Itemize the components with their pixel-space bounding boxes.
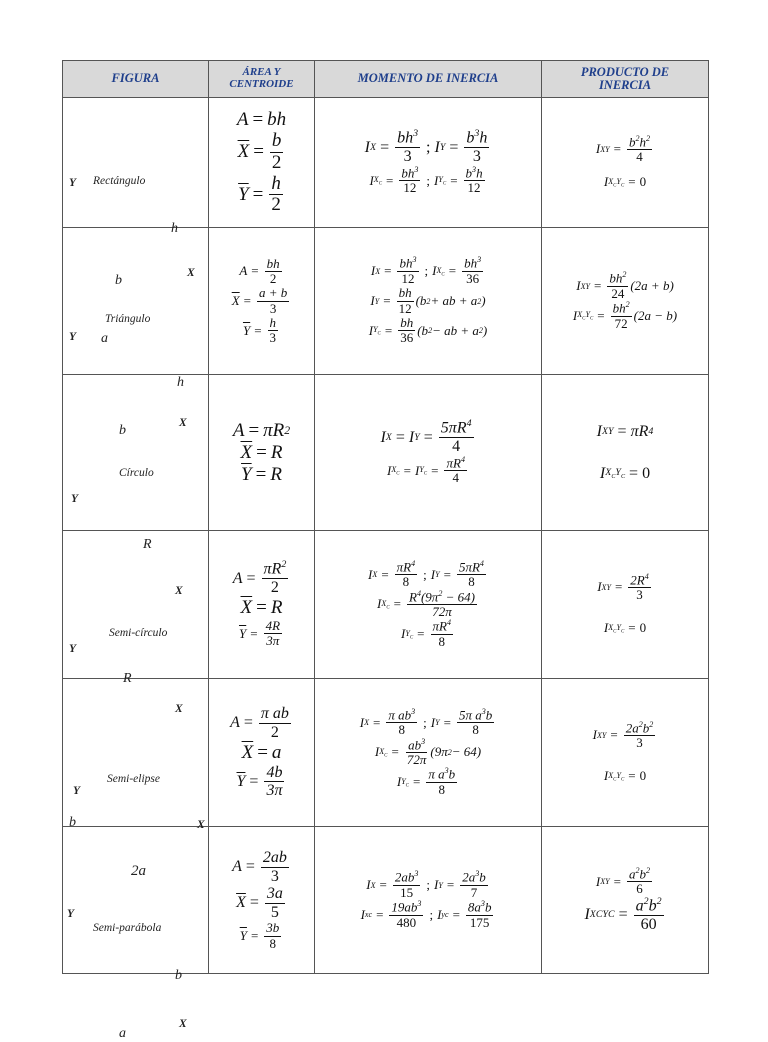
inertia-table — [62, 60, 709, 1041]
ix-iy-formula: I X = $\frac{bh^3}{3}$ ; I Y = $\frac{b^3h}{3}$ — [364, 128, 488, 166]
ixcyc-formula: I $X_CY_C$ = $\frac{bh^2}{72}$ (2a − b) — [572, 300, 678, 331]
dim-b-label: b — [115, 272, 122, 288]
figure-label: Semi-círculo — [109, 626, 168, 639]
figure-cell-circulo — [63, 375, 209, 597]
xbar-formula: $\overline{X}$ = $\frac{3a}{5}$ — [236, 885, 283, 921]
row-triangulo — [63, 228, 709, 375]
dim-b-label: b — [119, 423, 126, 438]
dim-h-label: h — [177, 375, 184, 390]
ixy-formula: I XY = $\frac{2R^4}{3}$ — [597, 571, 649, 603]
axis-y-label: Y — [67, 908, 75, 920]
ybar-formula: $\overline{Y}$ = $\frac{h}{2}$ — [238, 172, 281, 216]
xbar-formula: $\overline{X}$ = a — [241, 741, 282, 763]
figure-cell-semicirculo — [63, 531, 209, 715]
figure-label: Semi-parábola — [93, 922, 162, 934]
producto-cell-semicirculo — [542, 531, 709, 679]
ixy-formula: I XY = $\frac{2a^2b^2}{3}$ — [592, 719, 654, 751]
row-circulo — [63, 375, 709, 531]
header-row — [63, 61, 709, 98]
momento-cell-semiparabola — [315, 827, 542, 974]
header-producto-line2: INERCIA — [598, 78, 652, 92]
ix-iy-formula: I X = $\frac{\pi R^4}{8}$ ; I Y = $\frac{5\pi R^4}{8}$ — [368, 558, 484, 590]
ixc-formula: I $X_C$ = $\frac{ab^3}{72\pi}$ (9π 2 − 64) — [374, 736, 482, 768]
ix-iy-formula: I X = $\frac{2ab^3}{15}$ ; I Y = $\frac{2a^3b}{7}$ — [366, 869, 486, 900]
producto-cell-semiparabola — [542, 827, 709, 974]
ixcyc-formula: I $X_CY_C$ = 0 — [603, 620, 647, 636]
axis-x-label: X — [187, 266, 195, 279]
ixy-formula: I XY = $\frac{bh^2}{24}$ (2a + b) — [576, 270, 674, 301]
area-cell-semicirculo — [209, 531, 315, 679]
figure-label: Semi-elipse — [107, 772, 161, 785]
area-formula: A = πR 2 — [232, 419, 291, 441]
momento-cell-circulo — [315, 375, 542, 531]
row-semielipse — [63, 679, 709, 827]
radius-label: R — [143, 536, 152, 552]
area-cell-triangulo — [209, 228, 315, 375]
ybar-formula: $\overline{Y}$ = $\frac{3b}{8}$ — [239, 920, 280, 951]
figure-cell-semielipse — [63, 679, 209, 879]
ixc-formula: I $X_C$ = $\frac{R^4(9\pi^2 - 64)}{72\pi}$ — [377, 588, 475, 620]
figure-label: Rectángulo — [93, 174, 146, 187]
momento-cell-triangulo — [315, 228, 542, 375]
producto-cell-circulo — [542, 375, 709, 531]
dim-b-label: b — [69, 814, 76, 830]
axis-x-label: X — [175, 584, 183, 597]
axis-x-label: X — [175, 702, 183, 715]
area-formula: A = $\frac{\pi R^2}{2}$ — [232, 559, 287, 597]
momento-cell-semicirculo — [315, 531, 542, 679]
figure-cell-triangulo — [63, 228, 209, 438]
ixc-iyc-formula: I xc = $\frac{19ab^3}{480}$ ; I yc = $\frac{8a^3b}{175}$ — [360, 899, 492, 930]
header-area-line2: CENTROIDE — [229, 78, 294, 90]
ixc-iyc-formula: I $X_C$ = $\frac{bh^3}{12}$ ; I $Y_C$ = $\frac{b^3h}{12}$ — [369, 164, 483, 196]
ybar-formula: $\overline{Y}$ = R — [241, 463, 282, 485]
ixcyc-formula: I $X_CY_C$ = 0 — [599, 464, 651, 482]
area-cell-semielipse — [209, 679, 315, 827]
header-producto — [542, 61, 709, 98]
area-cell-semiparabola — [209, 827, 315, 974]
iyc-formula: I $Y_C$ = $\frac{bh}{36}$ (b 2 − ab + a 2 ) — [368, 314, 488, 346]
axis-y-label: Y — [69, 331, 77, 343]
axis-x-label: X — [197, 818, 205, 831]
radius-label: R — [123, 670, 132, 686]
ixy-formula: I XY = $\frac{a^2b^2}{6}$ — [595, 865, 651, 897]
iy-formula: I Y = $\frac{bh}{12}$ (b 2 + ab + a 2 ) — [370, 285, 486, 316]
ixcyc-formula: I XCYC = $\frac{a^2b^2}{60}$ — [584, 895, 662, 933]
dim-b-label: b — [175, 968, 182, 983]
momento-cell-rectangulo — [315, 98, 542, 228]
row-rectangulo — [63, 98, 709, 228]
figure-cell-rectangulo — [63, 98, 209, 288]
row-semicirculo — [63, 531, 709, 679]
axis-y-label: Y — [73, 784, 81, 797]
ix-iy-formula: I X = I Y = $\frac{5\pi R^4}{4}$ — [380, 418, 472, 456]
area-formula: A = $\frac{\text{π ab}}{2}$ — [230, 705, 289, 741]
header-figura: FIGURA — [63, 61, 209, 98]
axis-y-label: Y — [69, 176, 77, 189]
producto-cell-rectangulo — [542, 98, 709, 228]
header-area-line1: ÁREA Y — [242, 66, 281, 79]
momento-cell-semielipse — [315, 679, 542, 827]
dim-h-label: h — [171, 220, 178, 236]
dim-a-label: a — [119, 1026, 126, 1041]
xbar-formula: $\overline{X}$ = R — [240, 441, 283, 463]
area-formula: A = $\frac{2ab}{3}$ — [232, 849, 287, 885]
xbar-formula: $\overline{X}$ = $\frac{b}{2}$ — [237, 129, 282, 173]
area-formula: A = bh — [236, 108, 287, 130]
ixcyc-formula: I $X_CY_C$ = 0 — [603, 174, 647, 190]
figure-label: Triángulo — [105, 313, 151, 325]
header-producto-line1: PRODUCTO DE — [580, 64, 670, 79]
iyc-formula: I $Y_C$ = $\frac{\pi a^3b}{8}$ — [396, 766, 456, 798]
row-semiparabola — [63, 827, 709, 974]
axis-x-label: X — [179, 417, 187, 429]
xbar-formula: $\overline{X}$ = R — [240, 596, 283, 618]
area-formula: A = $\frac{bh}{2}$ — [239, 255, 280, 286]
axis-y-label: Y — [69, 642, 77, 655]
axis-y-label: Y — [71, 492, 79, 505]
producto-cell-semielipse — [542, 679, 709, 827]
xbar-formula: $\overline{X}$ = $\frac{a + b}{3}$ — [231, 285, 288, 316]
area-cell-circulo — [209, 375, 315, 531]
ix-ixc-formula: I X = $\frac{bh^3}{12}$ ; I $X_C$ = $\frac{bh^3}{36}$ — [370, 255, 482, 287]
ix-iy-formula: I X = $\frac{\pi ab^3}{8}$ ; I Y = $\frac{5\pi a^3b}{8}$ — [359, 706, 493, 738]
ybar-formula: $\overline{Y}$ = $\frac{h}{3}$ — [242, 314, 277, 346]
dim-2a-label: 2a — [131, 862, 146, 879]
producto-cell-triangulo — [542, 228, 709, 375]
header-momento: MOMENTO DE INERCIA — [315, 61, 542, 98]
header-area — [209, 61, 315, 98]
ybar-formula: $\overline{Y}$ = $\frac{4b}{3\pi}$ — [236, 763, 283, 800]
ixcyc-formula: I $X_CY_C$ = 0 — [603, 768, 647, 784]
ixc-iyc-formula: I $X_C$ = I $Y_C$ = $\frac{\pi R^4}{4}$ — [387, 454, 465, 486]
ybar-formula: $\overline{Y}$ = $\frac{4R}{3\pi}$ — [238, 617, 281, 649]
iyc-formula: I $Y_C$ = $\frac{\pi R^4}{8}$ — [401, 618, 451, 650]
figure-cell-semiparabola — [63, 827, 209, 1041]
axis-x-label: X — [179, 1018, 187, 1030]
ixy-formula: I XY = $\frac{b^2h^2}{4}$ — [595, 133, 651, 165]
area-cell-rectangulo — [209, 98, 315, 228]
dim-a-label: a — [101, 331, 108, 346]
figure-label: Círculo — [119, 466, 154, 479]
ixy-formula: I XY = πR 4 — [596, 422, 654, 440]
